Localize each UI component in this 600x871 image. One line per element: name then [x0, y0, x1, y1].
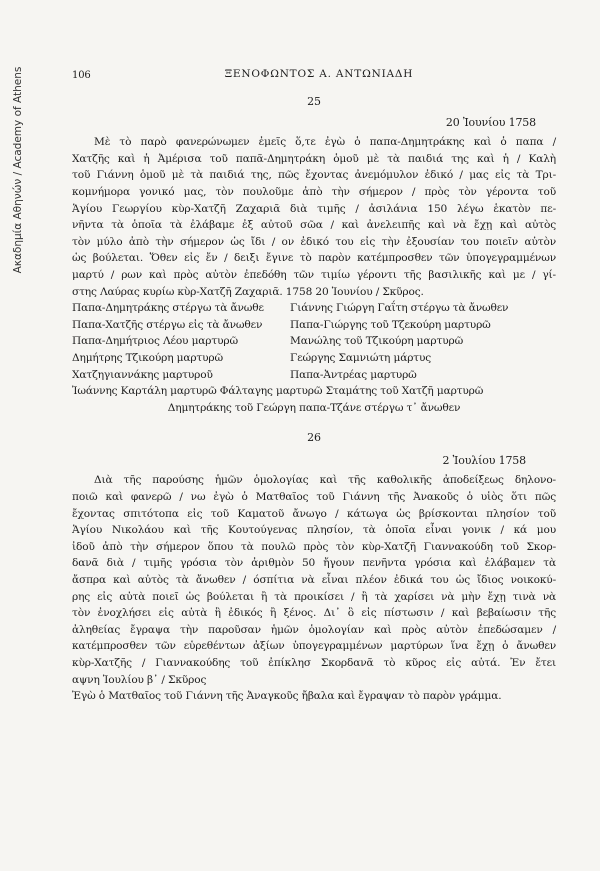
signature-right: Παπα-Ἀντρέας μαρτυρῶ: [290, 368, 417, 381]
signature-right: Γεώργης Σαμνιώτη μάρτυς: [290, 351, 432, 364]
running-head: [72, 66, 556, 84]
signature-line: Ἰωάννης Καρτάλη μαρτυρῶ Φάλταγης μαρτυρῶ Σταμάτης τοῦ Χατζῆ μαρτυρῶ: [72, 385, 484, 398]
signature-center: Δημητράκης τοῦ Γεώργη παπα-Τζάνε στέργω τ᾽ ἄνωθεν: [167, 401, 461, 414]
closing-line: Ἐγὼ ὁ Ματθαῖος τοῦ Γιάννη τῆς Ἀναγκοῦς ἤβαλα καὶ ἔγραψαν τὸ παρὸν γράμμα.: [72, 690, 502, 703]
signature-right: Παπα-Γιώργης τοῦ Τζεκούρη μαρτυρῶ: [290, 318, 491, 331]
document-body: [72, 134, 556, 300]
side-watermark-text: Ακαδημία Αθηνών / Academy of Athens: [12, 66, 24, 274]
document-date: 2 Ἰουλίου 1758: [442, 453, 526, 467]
signature-left: Παπα-Χατζῆς στέργω εἰς τὰ ἄνωθεν: [72, 318, 263, 331]
signature-left: Παπα-Δημητράκης στέργω τὰ ἄνωθε: [72, 302, 264, 315]
text-line: ἔχοντας σπιτότοπα εἰς τοῦ Καματοῦ ἄνωγο / κάτωγα ὡς βρίσκονται πλησίον τοῦ: [72, 507, 556, 520]
signature-right: Μανώλης τοῦ Τζικούρη μαρτυρῶ: [290, 335, 464, 348]
text-line: τοῦ Γιάννη ὁμοῦ μὲ τὰ παιδιά της, πῶς ἔχοντας ἀνεμόμυλον ἐδικό / μας εἰς τὰ Τρι-: [72, 169, 556, 182]
text-line: τὸν μύλο ἀπὸ τὴν σήμερον ὡς ἴδι / ον ἐδικό του εἰς τὴν ἐξουσίαν του ποιεῖν αὐτὸν: [72, 235, 556, 248]
text-line: ποιῶ καὶ φανερῶ / νω ἐγὼ ὁ Ματθαῖος τοῦ Γιάννη τῆς Ἀνακοῦς ὁ υἱὸς ὅτι πῶς: [72, 491, 556, 504]
document-body: [72, 472, 556, 704]
text-line: Χατζῆς καὶ ἡ Ἀμέρισα τοῦ παπᾶ-Δημητράκη ὁμοῦ μὲ τὰ παιδιά της καὶ ἡ / Καλὴ: [72, 152, 556, 165]
text-line: Ἁγίου Νικολάου καὶ τῆς Κουτούγενας πλησίον, τὰ ὁποῖα εἶναι γονικ / κά μου: [72, 524, 556, 537]
signature-left: Παπα-Δημήτριος Λέου μαρτυρῶ: [72, 335, 238, 348]
text-line: δανᾶ διὰ / τιμῆς γρόσια τὸν ἀριθμὸν 50 ἤγουν πενῆντα γρόσια καὶ ἐλάβαμεν τὰ: [72, 557, 556, 570]
text-line: ἄσπρα καὶ αὐτὸς τὰ ἄνωθεν / όσπίτια νὰ εἶναι πλέον ἐδικά του ὡς ἴδιος νοικοκύ-: [72, 574, 556, 587]
text-line: ρης εἰς αὐτὰ ποιεῖ ὡς βούλεται ἢ τὰ προικίσει / ἢ τὰ χαρίσει νὰ μὴν ἔχῃ τινὰ νὰ: [72, 590, 556, 603]
signature-right: Γιάννης Γιώργη Γαΐτη στέργω τὰ ἄνωθεν: [290, 302, 509, 315]
book-page: [72, 66, 556, 705]
page-number: 106: [72, 70, 91, 81]
text-line: αψνη Ἰουλίου β᾽ / Σκῦρος: [72, 673, 207, 686]
running-title: ΞΕΝΟΦΩΝΤΟΣ Α. ΑΝΤΩΝΙΑΔΗ: [224, 68, 414, 80]
text-line: κατέμπροσθεν τῶν εὑρεθέντων ἀξίων ὑπογεγραμμένων μαρτύρων ἵνα ἔχῃ ὁ ἄνωθεν: [72, 640, 556, 653]
text-line: κομνήμορα γονικό μας, τὸν πουλοῦμε ἀπὸ τὴν σήμερον / πρὸς τὸν γέροντα τοῦ: [72, 185, 556, 198]
text-line: μαρτύ / ρων καὶ πρὸς αὐτὸν ἐπεδόθη τῶν τιμίω γέροντι τῆς βασιλικῆς καὶ με / γί-: [72, 268, 556, 281]
signatures: [72, 300, 556, 383]
text-line: ὡς βούλεται. Ὅθεν εἰς ἔν / δειξι ἔγινε τὸ παρὸν κατέμπροσθεν τῶν ὑπογεγραμμένων: [72, 252, 556, 265]
text-line: κὺρ-Χατζῆς / Γιαννακούδης τοῦ ἐπίκλησ Σκορδανᾶ τὸ κῦρος εἰς αὐτά. Ἐν ἔτει: [72, 657, 556, 669]
document-number: 26: [307, 431, 321, 445]
document-date: 20 Ἰουνίου 1758: [445, 115, 536, 129]
text-line: Ἁγίου Γεωργίου κὺρ-Χατζῆ Ζαχαριᾶ διὰ τιμῆς / ἀσιλάνια 150 λέγω ἑκατὸν πε-: [72, 202, 556, 215]
text-line: Διὰ τῆς παρούσης ἡμῶν ὁμολογίας καὶ τῆς καθολικῆς ἀποδείξεως δηλονο-: [94, 474, 556, 487]
signature-left: Δημήτρης Τζικούρη μαρτυρῶ: [72, 351, 223, 364]
document-number: 25: [307, 95, 321, 108]
text-line: Μὲ τὸ παρὸ φανερώνωμεν ἐμεῖς ὅ,τε ἐγὼ ὁ παπα-Δημητράκης καὶ ὁ παπα /: [94, 136, 556, 149]
text-line: στης Λαύρας κυρίω κὺρ-Χατζῆ Ζαχαριᾶ. 1758 20 Ἰουνίου / Σκῦρος.: [72, 285, 424, 298]
text-line: ἀληθείας ἔγραψα τὴν παροῦσαν ἡμῶν ὁμολογίαν καὶ πρὸς αὐτὸν ἐπεδώσαμεν /: [72, 623, 556, 636]
text-line: νῆντα τὰ ὁποῖα τὰ ἐλάβαμε ἐξ αὐτοῦ σῶα / καὶ ἀνελειπῆς καὶ νὰ ἔχῃ καὶ αὐτὸς: [72, 219, 556, 232]
side-watermark: [6, 10, 30, 330]
signature-left: Χατζηγιαννάκης μαρτυροῦ: [72, 368, 213, 381]
text-line: τὸν ἐνοχλήσει εἰς αὐτὰ ἢ ἐδικός ἢ ξένος. Δι᾽ ὃ εἰς πίστωσιν / καὶ βεβαίωσιν τῆς: [72, 607, 556, 620]
text-line: ἰδοῦ ἀπὸ τὴν σήμερον ὅπου τὰ πουλῶ πρὸς τὸν κὺρ-Χατζῆ Γιαννακούδη τοῦ Σκορ-: [72, 540, 556, 553]
